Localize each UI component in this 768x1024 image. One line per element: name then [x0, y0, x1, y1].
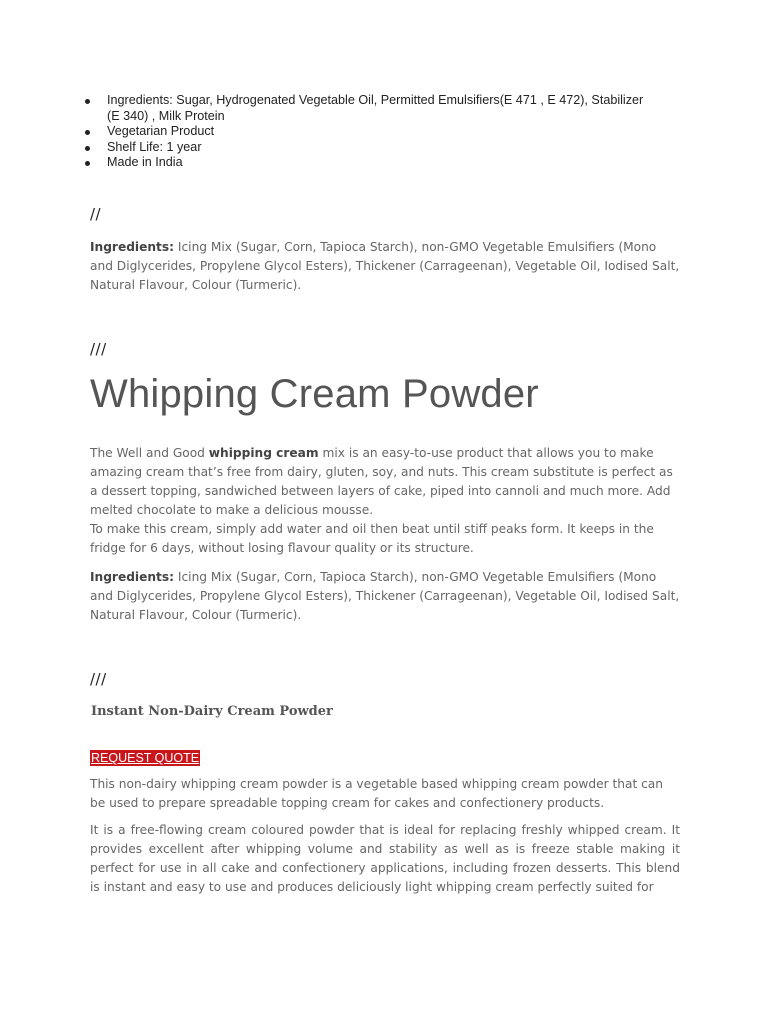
ingredients-label: Ingredients: [90, 570, 175, 584]
non-dairy-paragraph-2: It is a free-flowing cream coloured powder that is ideal for replacing freshly whipped cream. It provides excellent after whipping volume and stability as well as is freeze stable making it perfect for use in all cake and confectionery applications, including frozen desserts. This blend is instant and easy to use and produces deliciously light whipping cream perfectly suited for [90, 823, 680, 894]
ingredients-label: Ingredients: [90, 240, 175, 254]
ingredients-text: Icing Mix (Sugar, Corn, Tapioca Starch), non-GMO Vegetable Emulsifiers (Mono and Diglycerides, Propylene Glycol Esters), Thickener (Carrageenan), Vegetable Oil, Iodised Salt, Natural Flavour, Colour (Turmeric). [90, 570, 680, 622]
product-specs-list [80, 93, 680, 171]
instructions-text: To make this cream, simply add water and oil then beat until stiff peaks form. It keeps in the fridge for 6 days, without losing flavour quality or its structure. [90, 522, 654, 555]
list-item [80, 155, 680, 171]
non-dairy-paragraph-1: This non-dairy whipping cream powder is a vegetable based whipping cream powder that can be used to prepare spreadable topping cream for cakes and confectionery products. [90, 777, 664, 810]
spec-shelf-life: Shelf Life: 1 year [107, 139, 202, 154]
whipping-intro-paragraph [90, 444, 680, 558]
list-item [80, 140, 680, 156]
bullet-dot [85, 99, 90, 104]
list-item [80, 124, 680, 140]
intro-bold-keyword: whipping cream [208, 446, 319, 460]
spec-vegetarian: Vegetarian Product [107, 124, 215, 139]
intro-suffix: mix is an easy-to-use product that allows you to make amazing cream that’s free from dairy, gluten, soy, and nuts. This cream substitute is perfect as a dessert topping, sandwiched between layers of cake, piped into cannoli and much more. Add melted chocolate to make a delicious mousse. [90, 446, 673, 517]
separator-1: // [90, 205, 102, 223]
page-title: Whipping Cream Powder [90, 372, 539, 416]
request-quote-button[interactable]: REQUEST QUOTE [91, 751, 200, 765]
bullet-dot [85, 161, 90, 166]
spec-ingredients-line1: Ingredients: Sugar, Hydrogenated Vegetable Oil, Permitted Emulsifiers(E 471 , E 472), Stabilizer [107, 93, 644, 107]
list-item [80, 93, 680, 124]
bullet-dot [85, 130, 90, 135]
section-title: Instant Non-Dairy Cream Powder [91, 704, 333, 719]
spec-ingredients-line2: (E 340) , Milk Protein [107, 108, 225, 123]
ingredients-paragraph-1 [90, 238, 680, 295]
ingredients-paragraph-2 [90, 568, 680, 625]
separator-3: /// [90, 670, 107, 688]
spec-origin: Made in India [107, 155, 183, 170]
intro-prefix: The Well and Good [90, 446, 209, 460]
ingredients-text: Icing Mix (Sugar, Corn, Tapioca Starch), non-GMO Vegetable Emulsifiers (Mono and Diglycerides, Propylene Glycol Esters), Thickener (Carrageenan), Vegetable Oil, Iodised Salt, Natural Flavour, Colour (Turmeric). [90, 240, 680, 292]
separator-2: /// [90, 340, 107, 358]
bullet-dot [85, 146, 90, 151]
